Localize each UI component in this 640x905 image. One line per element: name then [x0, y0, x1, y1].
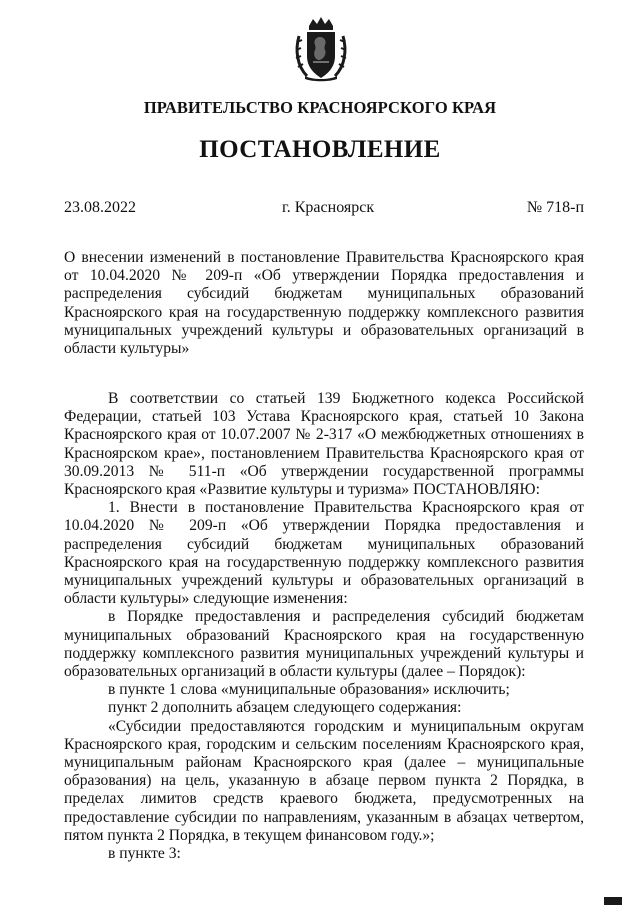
- document-meta-row: [64, 199, 584, 219]
- body-paragraph: в пункте 1 слова «муниципальные образования» исключить;: [108, 681, 510, 699]
- body-paragraph: В соответствии со статьей 139 Бюджетного кодекса Российской Федерации, статьей 103 Устава Красноярского края, статьей 10 Закона Красноярского края от 10.07.2007 № 2-317 «О межбюджетных отношениях в Красноярском крае», постановлением Правительства Красноярского края от 30.09.2013 № 511-п «Об утверждении государственной программы Красноярского края «Развитие культуры и туризма» ПОСТАНОВЛЯЮ:: [64, 390, 584, 499]
- document-date: 23.08.2022: [64, 199, 136, 216]
- document-number: № 718-п: [526, 199, 584, 216]
- body-paragraph: пункт 2 дополнить абзацем следующего содержания:: [108, 699, 462, 717]
- coat-of-arms-icon: [293, 16, 349, 82]
- body-paragraph: в Порядке предоставления и распределения субсидий бюджетам муниципальных образований Красноярского края на государственную поддержку комплексного развития муниципальных учреждений культуры и образовательных организаций в области культуры (далее – Порядок):: [64, 608, 584, 681]
- body-paragraph: «Субсидии предоставляются городским и муниципальным округам Красноярского края, городским и сельским поселениям Красноярского края, муниципальным районам Красноярского края (далее – муниципальные образования) на цель, указанную в абзаце первом пункта 2 Порядка, в пределах лимитов средств краевого бюджета, предусмотренных на предоставление субсидии по направлениям, указанным в абзацах четвертом, пятом пункта 2 Порядка, в текущем финансовом году.»;: [64, 717, 584, 844]
- page-edge-mark: [604, 897, 622, 905]
- body-paragraph: 1. Внести в постановление Правительства Красноярского края от 10.04.2020 № 209-п «Об утверждении Порядка предоставления и распределения субсидий бюджетам муниципальных образований Красноярского края на государственную поддержку комплексного развития муниципальных учреждений культуры и образовательных организаций в области культуры» следующие изменения:: [64, 499, 584, 608]
- document-type-title: ПОСТАНОВЛЕНИЕ: [199, 136, 441, 163]
- body-paragraph: в пункте 3:: [108, 845, 181, 863]
- document-body: [64, 390, 584, 863]
- document-city: г. Красноярск: [282, 199, 375, 216]
- government-title: ПРАВИТЕЛЬСТВО КРАСНОЯРСКОГО КРАЯ: [143, 98, 497, 117]
- document-subject: О внесении изменений в постановление Правительства Красноярского края от 10.04.2020 № 209-п «Об утверждении Порядка предоставления и распределения субсидий бюджетам муниципальных образований Красноярского края на государственную поддержку комплексного развития муниципальных учреждений культуры и образовательных организаций в области культуры»: [64, 249, 584, 358]
